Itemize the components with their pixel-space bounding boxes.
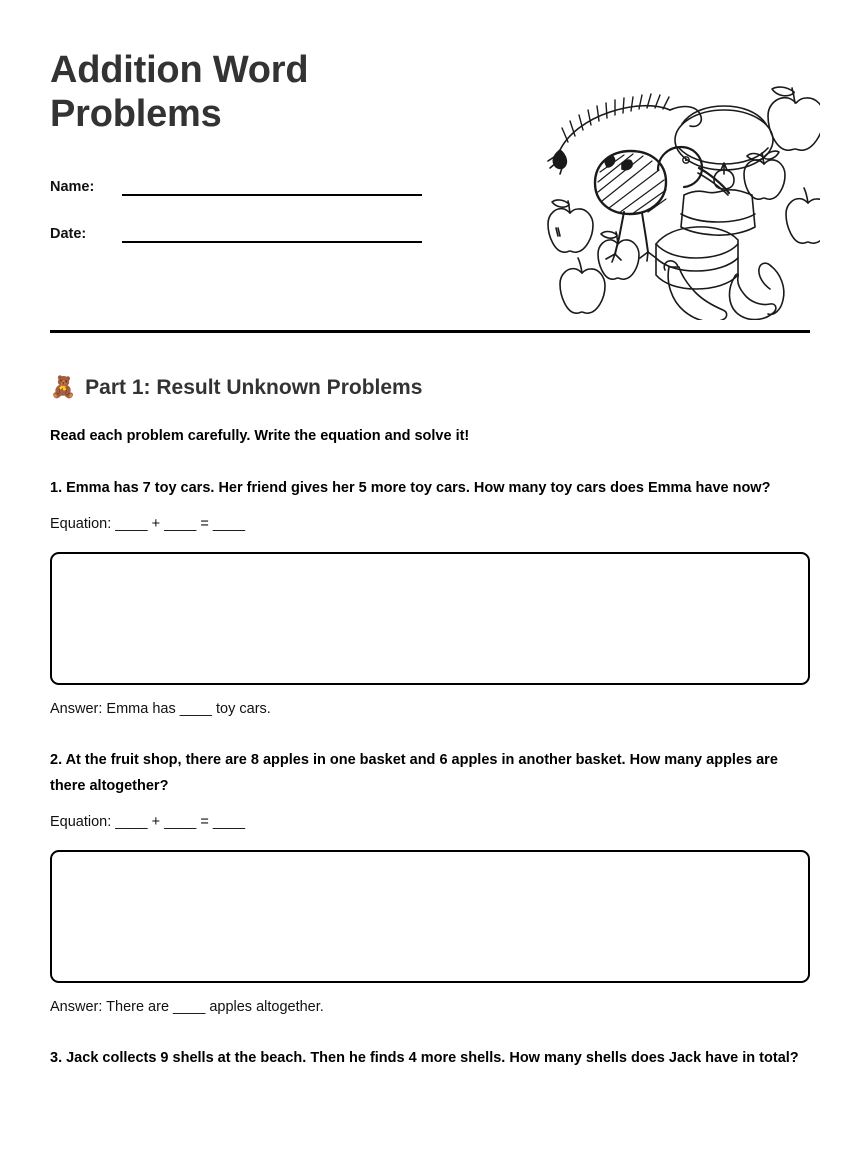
work-area-box[interactable]: [50, 850, 810, 983]
fern-frond-icon: [548, 94, 701, 174]
worksheet-content: [0, 375, 860, 1072]
equation-line[interactable]: Equation: ____ + ____ = ____: [50, 516, 246, 533]
problem-text: 2. At the fruit shop, there are 8 apples in one basket and 6 apples in another basket. How many apples are there altogether?: [50, 752, 778, 794]
problem-text: 3. Jack collects 9 shells at the beach. Then he finds 4 more shells. How many shells does Jack have in total?: [50, 1050, 799, 1067]
problem-item: [50, 1046, 810, 1072]
name-label: Name:: [50, 178, 95, 195]
apple-icon: [768, 87, 820, 150]
problem-item: [50, 476, 810, 719]
section-heading: [50, 375, 810, 400]
worksheet-header: [0, 0, 860, 330]
apple-icon: [560, 258, 605, 313]
banana-icon: [664, 261, 726, 320]
name-input-line[interactable]: [122, 194, 422, 196]
problem-item: [50, 748, 810, 1017]
equation-line[interactable]: Equation: ____ + ____ = ____: [50, 814, 246, 831]
header-divider: [50, 330, 810, 333]
apple-icon: [786, 188, 820, 243]
section-heading-label: Part 1: Result Unknown Problems: [85, 376, 423, 399]
section-instructions: Read each problem carefully. Write the equation and solve it!: [50, 428, 470, 445]
problem-text: 1. Emma has 7 toy cars. Her friend gives her 5 more toy cars. How many toy cars does Emma have now?: [50, 479, 771, 496]
date-input-line[interactable]: [122, 241, 422, 243]
page-title: Addition Word Problems: [50, 49, 309, 136]
header-illustration: [538, 62, 820, 320]
teddy-bear-icon: 🧸: [50, 376, 77, 400]
kiwi-bird-icon: [595, 147, 729, 262]
answer-line[interactable]: Answer: Emma has ____ toy cars.: [50, 701, 271, 718]
apple-icon: [744, 151, 785, 199]
date-label: Date:: [50, 225, 87, 242]
answer-line[interactable]: Answer: There are ____ apples altogether.: [50, 999, 324, 1016]
work-area-box[interactable]: [50, 552, 810, 685]
apple-icon: [548, 200, 593, 252]
